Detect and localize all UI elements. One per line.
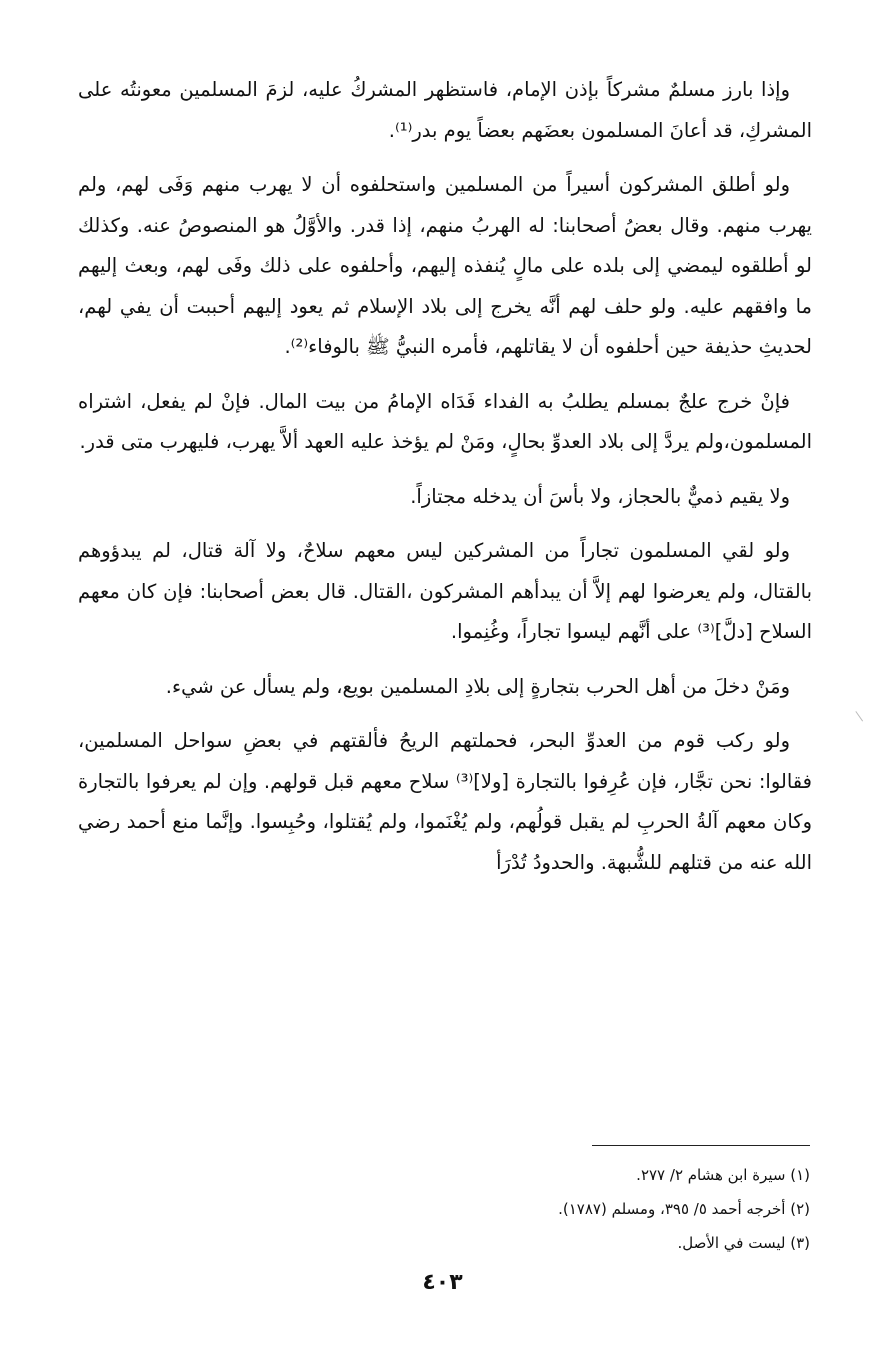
paragraph-1: وإذا بارز مسلمٌ مشركاً بإذن الإمام، فاستظهر المشركُ عليه، لزمَ المسلمين معونتُه على المشركِ، قد أعانَ المسلمون بعضَهم بعضاً يوم بدر⁽¹⁾. [78,78,812,142]
paragraph-6: ومَنْ دخلَ من أهل الحرب بتجارةٍ إلى بلادِ المسلمين بويع، ولم يسأل عن شيء. [165,674,790,698]
page-body [78,70,812,897]
footnote-3: (٣) ليست في الأصل. [677,1234,810,1252]
footnotes [78,1158,810,1260]
paragraph-2: ولو أطلق المشركون أسيراً من المسلمين واستحلفوه أن لا يهرب منهم وَفَى لهم، ولم يهرب منهم. وقال بعضُ أصحابنا: له الهربُ منهم، إذا قدر. والأوَّلُ هو المنصوصُ عنه. وكذلك لو أطلقوه ليمضي إلى بلده على مالٍ يُنفذه إليهم، وأحلفوه على ذلك وفَى لهم، وبعث إليهم ما وافقهم عليه. ولو حلف لهم أنَّه يخرج إلى بلاد الإسلام ثم يعود إليهم أحببت أن يفي لهم، لحديثِ حذيفة حين أحلفوه أن لا يقاتلهم، فأمره النبيُّ ﷺ بالوفاء⁽²⁾. [78,173,812,358]
paragraph-4: ولا يقيم ذميٌّ بالحجاز، ولا بأسَ أن يدخله مجتازاً. [410,484,790,508]
paragraph-7: ولو ركب قوم من العدوِّ البحر، فحملتهم الريحُ فألقتهم في بعضِ سواحل المسلمين، فقالوا: نحن تجَّار، فإن عُرِفوا بالتجارة [ولا]⁽³⁾ سلاح معهم قبل قولهم. وإن لم يعرفوا بالتجارة وكان معهم آلةُ الحربِ لم يقبل قولُهم، ولم يُغْنَموا، ولم يُقتلوا، وحُبِسوا. وإنَّما منع أحمد رضي الله عنه من قتلهم للشُّبهة. والحدودُ تُدْرَأ [78,729,812,874]
paragraph-3: فإنْ خرج علجٌ بمسلم يطلبُ به الفداء فَدَاه الإمامُ من بيت المال. فإنْ لم يفعل، اشتراه المسلمون،ولم يردَّ إلى بلاد العدوِّ بحالٍ، ومَنْ لم يؤخذ عليه العهد ألاَّ يهرب، فليهرب متى قدر. [78,389,812,453]
footnote-separator [592,1145,810,1146]
footnote-1: (١) سيرة ابن هشام ٢/ ٢٧٧. [636,1166,810,1184]
margin-mark [855,707,869,722]
paragraph-5: ولو لقي المسلمون تجاراً من المشركين ليس معهم سلاحٌ، ولا آلة قتال، لم يبدؤوهم بالقتال، ولم يعرضوا لهم إلاَّ أن يبدأهم المشركون ،القتال. قال بعض أصحابنا: فإن كان معهم السلاح [دلَّ]⁽³⁾ على أنَّهم ليسوا تجاراً، وغُنِموا. [78,539,812,643]
page-number: ٤٠٣ [422,1270,463,1295]
footnote-2: (٢) أخرجه أحمد ٥/ ٣٩٥، ومسلم (١٧٨٧). [558,1200,810,1218]
